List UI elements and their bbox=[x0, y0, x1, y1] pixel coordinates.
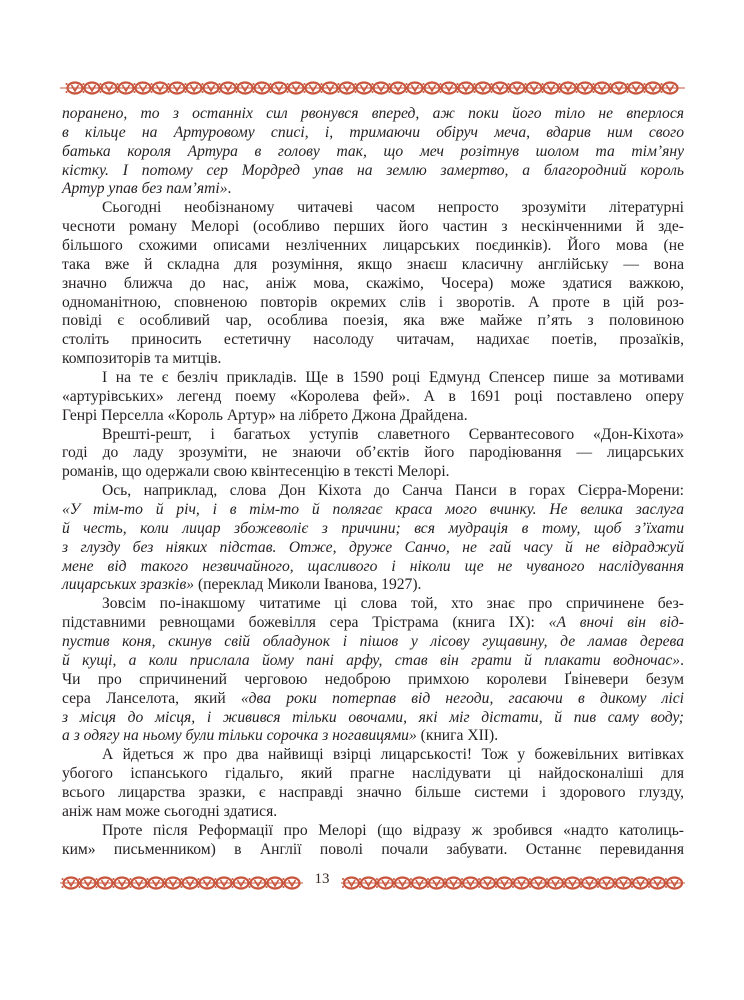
text-span: Генрі Перселла «Король Артур» на лібрето Джона Драйдена. bbox=[62, 406, 468, 424]
text-line bbox=[62, 784, 684, 803]
text-line bbox=[62, 463, 684, 482]
ornament-icon bbox=[341, 876, 685, 890]
italic-quote-text: «два роки потерпав від негоди, гасаючи в дикому лісі bbox=[240, 689, 684, 707]
text-line bbox=[62, 237, 684, 256]
text-line bbox=[62, 709, 684, 728]
text-line bbox=[62, 822, 684, 841]
text-span: Проте після Реформації про Мелорі (що відразу ж зробився «надто католиць- bbox=[102, 821, 684, 839]
bottom-ornament-border-right bbox=[341, 876, 685, 890]
text-span: Сьогодні необізнаному читачеві часом непросто зрозуміти літературні bbox=[102, 199, 684, 217]
text-span: убогого іспанського гідальго, який прагне наслідувати ці найдосконаліші для bbox=[62, 765, 684, 783]
text-line bbox=[62, 199, 684, 218]
text-span: годі до ладу зрозуміти, не знаючи об’єктів його пародіювання — лицарських bbox=[62, 444, 684, 462]
text-span: Чи про спричинений черговою недоброю примхою королеви Ґвіневери безум bbox=[62, 670, 684, 688]
text-line bbox=[62, 746, 684, 765]
italic-quote-text: в кільце на Артуровому списі, і, тримаючи обіруч меча, вдарив ним свого bbox=[62, 123, 684, 141]
italic-quote-text: лицарських зразків» bbox=[62, 576, 195, 594]
italic-quote-text: а з одягу на ньому були тільки сорочка з ногавицями» bbox=[62, 727, 417, 745]
text-line bbox=[62, 614, 684, 633]
text-line bbox=[62, 727, 684, 746]
text-line bbox=[62, 218, 684, 237]
text-line bbox=[62, 105, 684, 124]
ornament-icon bbox=[60, 81, 685, 95]
italic-quote-text: батька короля Артура в голову так, що меч розітнув шолом та тім’яну bbox=[62, 142, 684, 160]
text-span: повіді є особливий чар, особлива поезія, яка вже майже п’ять з половиною bbox=[62, 312, 684, 330]
top-ornament-border bbox=[60, 81, 685, 95]
text-line bbox=[62, 803, 684, 822]
text-span: століть приносить естетичну насолоду читачам, надихає поетів, прозаїків, bbox=[62, 331, 684, 349]
text-span: композиторів та митців. bbox=[62, 350, 222, 368]
text-span: ким» письменником) в Англії поволі почали забувати. Останнє перевидання bbox=[62, 840, 684, 858]
text-span: (переклад Миколи Іванова, 1927). bbox=[194, 576, 422, 594]
text-line bbox=[62, 388, 684, 407]
italic-quote-text: з місця до місця, і живився тільки овочами, які міг дістати, й пив саму воду; bbox=[62, 708, 684, 726]
text-line bbox=[62, 426, 684, 445]
text-line bbox=[62, 294, 684, 313]
text-line bbox=[62, 312, 684, 331]
text-span: значно ближча до нас, аніж мова, скажімо, Чосера) може здатися важкою, bbox=[62, 274, 684, 292]
italic-quote-text: й честь, коли лицар збожеволіє з причини; вся мудрація в тому, щоб з’їхати bbox=[62, 519, 684, 537]
text-span: . bbox=[680, 651, 684, 669]
bottom-ornament-border-left bbox=[60, 876, 303, 890]
text-line bbox=[62, 256, 684, 275]
text-span: Ось, наприклад, слова Дон Кіхота до Санча Панси в горах Сієрра-Морени: bbox=[102, 482, 684, 500]
ornament-icon bbox=[60, 876, 303, 890]
text-line bbox=[62, 162, 684, 181]
text-span: аніж нам може сьогодні здатися. bbox=[62, 802, 278, 820]
text-span: підставними ревнощами божевілля сера Трістрама (книга IX): bbox=[62, 614, 549, 632]
text-line bbox=[62, 143, 684, 162]
text-line bbox=[62, 482, 684, 501]
text-span: . bbox=[227, 180, 232, 198]
text-span: (книга XII). bbox=[416, 727, 499, 745]
italic-quote-text: кістку. І потому сер Мордред упав на землю замертво, а благородний король bbox=[62, 161, 684, 179]
text-span: одноманітною, сповненою повторів окремих слів і зворотів. А проте в цій роз- bbox=[62, 293, 684, 311]
text-line bbox=[62, 539, 684, 558]
text-span: чесноти роману Мелорі (особливо перших його частин з нескінченними й зде- bbox=[62, 218, 684, 236]
italic-quote-text: й кущі, а коли прислала йому пані арфу, став він грати й плакати водночас» bbox=[62, 651, 681, 669]
italic-quote-text: Артур упав без пам’яті» bbox=[62, 180, 228, 198]
italic-quote-text: «У тім-то й річ, і в тім-то й полягає краса мого вчинку. Не велика заслуга bbox=[62, 501, 684, 519]
text-span: всього лицарства зразки, є насправді значно більше системи і здорового глузду, bbox=[62, 783, 684, 801]
text-line bbox=[62, 558, 684, 577]
italic-quote-text: поранено, то з останніх сил рвонувся вперед, аж поки його тіло не вперлося bbox=[62, 105, 684, 122]
text-line bbox=[62, 841, 684, 860]
text-line bbox=[62, 501, 684, 520]
text-span: І на те є безліч прикладів. Ще в 1590 році Едмунд Спенсер пише за мотивами bbox=[102, 369, 684, 387]
italic-quote-text: «А вночі він від- bbox=[548, 614, 684, 632]
text-line bbox=[62, 765, 684, 784]
italic-quote-text: пустив коня, скинув свій обладунок і пішов у лісову гущавину, де ламав дерева bbox=[62, 633, 684, 651]
text-line bbox=[62, 369, 684, 388]
text-line bbox=[62, 124, 684, 143]
text-line bbox=[62, 331, 684, 350]
page-number: 13 bbox=[314, 871, 330, 887]
text-line bbox=[62, 690, 684, 709]
text-line bbox=[62, 576, 684, 595]
text-span: сера Ланселота, який bbox=[62, 689, 241, 707]
text-span: «артурівських» легенд поему «Королева фей». А в 1691 році поставлено оперу bbox=[62, 387, 684, 405]
text-line bbox=[62, 350, 684, 369]
text-line bbox=[62, 275, 684, 294]
text-line bbox=[62, 633, 684, 652]
text-line bbox=[62, 407, 684, 426]
italic-quote-text: мене від такого незвичайного, щасливого і ніколи ще не чуваного наслідування bbox=[62, 557, 684, 575]
text-span: більшого схожими описами незліченних лицарських поєдинків). Його мова (не bbox=[62, 237, 684, 255]
body-text bbox=[62, 105, 684, 859]
text-line bbox=[62, 444, 684, 463]
text-line bbox=[62, 595, 684, 614]
text-span: А йдеться ж про два найвищі взірці лицарськості! Тож у божевільних витівках bbox=[102, 746, 684, 764]
text-line bbox=[62, 652, 684, 671]
text-line bbox=[62, 520, 684, 539]
text-span: романів, що одержали свою квінтесенцію в тексті Мелорі. bbox=[62, 463, 450, 481]
text-line bbox=[62, 180, 684, 199]
text-span: така вже й складна для розуміння, якщо знаєш класичну англійську — вона bbox=[62, 255, 684, 273]
text-span: Врешті-решт, і багатьох уступів славетного Сервантесового «Дон-Кіхота» bbox=[102, 425, 684, 443]
text-line bbox=[62, 671, 684, 690]
text-span: Зовсім по-інакшому читатиме ці слова той, хто знає про спричинене без- bbox=[102, 595, 684, 613]
italic-quote-text: з глузду без ніяких підстав. Отже, друже Санчо, не гай часу й не відраджуй bbox=[62, 538, 684, 556]
